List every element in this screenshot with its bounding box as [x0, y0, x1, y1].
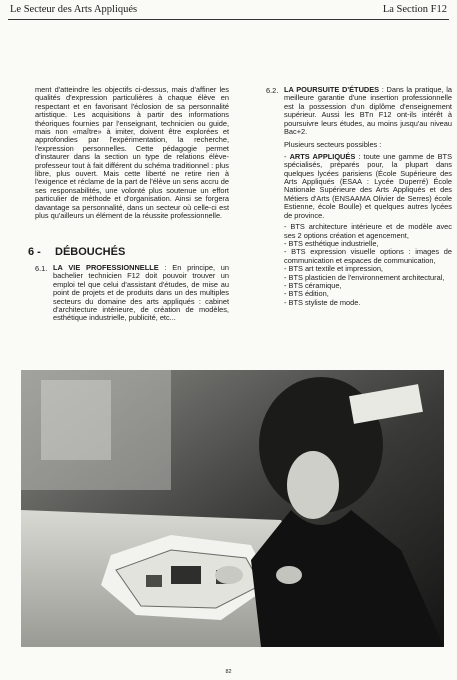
list-item: - BTS expression visuelle options : images de communication et espaces de communication,	[284, 247, 452, 265]
subsection-text: : Dans la pratique, la meilleure garantie d'une insertion professionnelle est la possession d'un diplôme d'enseignement supérieur. Aussi les BTn F12 ont-ils intérêt à poursuivre leurs études, au moins jusqu'au niveau Bac+2.	[284, 85, 453, 137]
section-heading	[28, 246, 125, 258]
list-item: - BTS styliste de mode.	[284, 297, 361, 307]
bts-list	[284, 223, 452, 307]
list-item: - BTS plasticien de l'environnement architectural,	[284, 272, 445, 282]
subsection-text: : En principe, un bachelier technicien F12 doit pouvoir trouver un emploi tel que celui d'assistant d'études, de mise au point de projets et de produits dans un des multiples secteurs du domaine des arts appliqués : cabinet d'architecture intérieure, de création de modèles, esthétique industrielle, publicité, etc...	[53, 263, 229, 323]
header-left-title: Le Secteur des Arts Appliqués	[10, 4, 138, 15]
arts-text: : toute une gamme de BTS spécialisés, préparés pour, la plupart dans quelques lycées parisiens (École Supérieure des Arts Appliqués (ESAA : Lycée Duperré) École Nationale Supérieure des Arts Appliqués et des Métiers d'Arts (ENSAAMA Olivier de Serres) école Estienne, école Boulle) et quelques autres lycées de province.	[284, 151, 452, 220]
subsection-number: 6.1.	[35, 264, 48, 273]
list-item: - BTS esthétique industrielle,	[284, 238, 379, 248]
subsection-vie-professionnelle	[53, 264, 229, 326]
list-item: - BTS céramique,	[284, 280, 342, 290]
subsection-heading: LA VIE PROFESSIONNELLE	[53, 263, 159, 272]
photo-illustration	[21, 370, 444, 647]
page-header	[0, 0, 457, 18]
list-item: - BTS art textile et impression,	[284, 264, 383, 274]
list-item: - BTS architecture intérieure et de modèle avec ses 2 options création et agencement,	[284, 222, 452, 240]
bullet: -	[284, 151, 287, 161]
intro-paragraph: ment d'atteindre les objectifs ci-dessus, mais d'affiner les qualités d'expression particulières à chaque élève en respectant et en favorisant l'éclosion de sa personnalité artistique. Les acquisitions à partir des informations théoriques fournies par l'enseignant, technicien ou guide, mais non «maître» à imiter, doivent être explorées et approfondies par l'expérimentation, la recherche, l'expression personnelles. Cette pédagogie permet d'instaurer dans la section un type de relations élève-professeur tout à fait différent du schéma traditionnel : plus libre, plus ouvert. Mais cette liberté ne retire rien à l'exigence et réclame de la part de l'élève un sens accru de ses responsabilités, une volonté plus soutenue un effort particulier de méthode et d'organisation. Ainsi se forgera davantage sa personnalité, dans un secteur où celle-ci est plus qu'ailleurs un élément de la réussite professionnelle.	[35, 85, 229, 221]
left-column	[35, 86, 229, 224]
header-right-title: La Section F12	[382, 4, 447, 15]
student-model-photo	[21, 370, 444, 647]
page-number: 82	[225, 669, 232, 675]
subsection-heading: LA POURSUITE D'ÉTUDES	[284, 85, 380, 94]
arts-heading: ARTS APPLIQUÉS	[289, 151, 356, 161]
header-rule	[8, 19, 449, 20]
section-title: DÉBOUCHÉS	[55, 246, 126, 258]
list-item: - BTS édition,	[284, 289, 329, 299]
subsection-number: 6.2.	[266, 86, 279, 95]
section-number: 6 -	[28, 246, 41, 258]
right-column	[284, 86, 452, 307]
sectors-intro: Plusieurs secteurs possibles :	[284, 140, 382, 150]
